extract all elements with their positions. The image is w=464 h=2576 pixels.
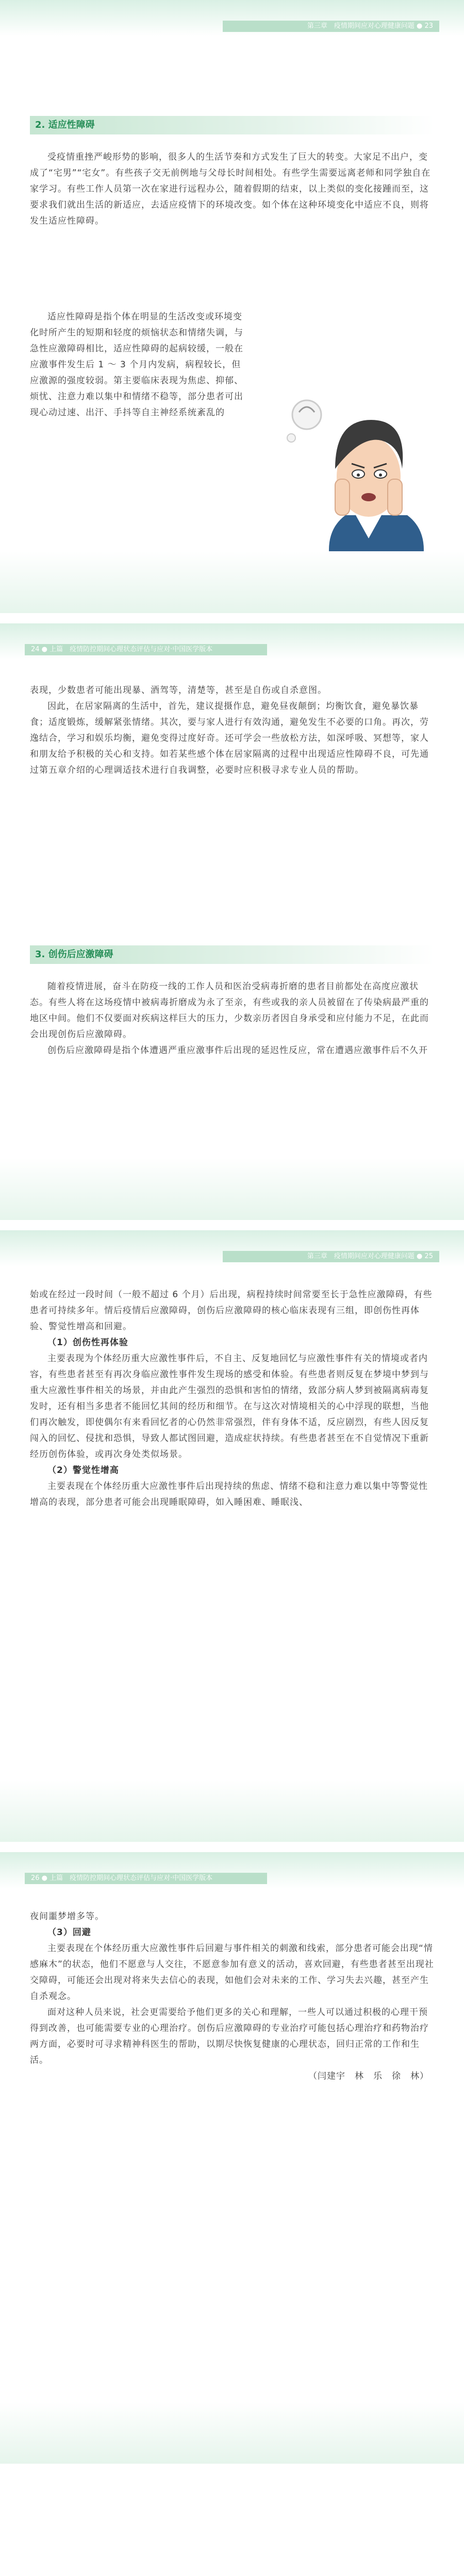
section-title: 3. 创伤后应激障碍	[30, 945, 434, 964]
paragraph: 受疫情重挫严峻形势的影响，很多人的生活节奏和方式发生了巨大的转变。大家足不出户，变成了“宅男”“宅女”。有些孩子交无前例地与父母长时间相处。有些学生需要远离老师和同学独自在家学习。有些工作人员第一次在家进行远程办公，随着假期的结束，以上类似的变化接踵而至，这要求我们就出生活的新适应，去适应疫情下的环境改变。如个体在这种环境变化中适应不良，则将发生适应性障碍。	[30, 152, 431, 226]
subheading: （2）警觉性增高	[47, 1465, 119, 1476]
page-2	[0, 623, 464, 1220]
paragraph: 表现，少数患者可能出现暴、酒驾等，清楚等，甚至是自伤或自杀意图。	[30, 685, 327, 696]
body-text	[30, 1287, 434, 1511]
page-5	[0, 2474, 464, 2576]
paragraph: 创伤后应激障碍是指个体遭遇严重应激事件后出现的延迟性反应，常在遭遇应激事件后不久开	[47, 1045, 428, 1056]
paragraph: 主要表现为个体经历重大应激性事件后，不自主、反复地回忆与应激性事件有关的情境或者内容，有些患者甚至有再次身临应激性事件发生现场的感受和体验。有些患者则反复在梦境中梦到与重大应激性事件相关的场景，并由此产生强烈的恐惧和害怕的情绪，致部分病人梦到被隔离病毒复发时，还有相当多患者不能回忆其间的经历和细节。在与这次对情境相关的心中浮现的联想，当他们再次触发，即使偶尔有来看回忆者的心仍然非常强烈，伴有身体不适，反应剧烈，有些人因反复闯入的回忆、侵扰和恐惧，导致人都试图回避，造成症状持续。有些患者甚至在不自觉情况下重新经历创伤体验，或再次身处类似场景。	[30, 1353, 429, 1460]
running-header: 第三章 疫情期间应对心理健康问题 ● 23	[223, 21, 439, 32]
author-signature: （闫建宇 林 乐 徐 林）	[308, 2071, 429, 2081]
paragraph: 夜间噩梦增多等。	[30, 1911, 104, 1922]
footer-band	[0, 2402, 464, 2464]
subheading: （3）回避	[47, 1927, 91, 1938]
paragraph: 适应性障碍是指个体在明显的生活改变或环境变化时所产生的短期和轻度的烦恼状态和情绪失调，与急性应激障碍相比，适应性障碍的起病较缓，一般在应激事件发生后 1 ～ 3 个月内发病，病程较长，但应激源的强度较弱。第主要临床表现为焦虑、抑郁、烦忧、注意力难以集中和情绪不稳等，部分患者可出现心动过速、出汗、手抖等自主神经系统紊乱的	[30, 312, 243, 418]
running-header: 24 ● 上篇 疫情防控期间心理状态评估与应对·中国医学版本	[25, 644, 267, 655]
footer-band	[0, 551, 464, 613]
page-1	[0, 0, 464, 613]
running-header: 26 ● 上篇 疫情防控期间心理状态评估与应对·中国医学版本	[25, 1873, 267, 1884]
paragraph: 面对这种人员来说，社会更需要给予他们更多的关心和理解，一些人可以通过积极的心理干预得到改善，也可能需要专业的心理治疗。创伤后应激障碍的专业治疗可能包括心理治疗和药物治疗两方面，必要时可寻求精神科医生的帮助，以期尽快恢复健康的心理状态，回归正常的工作和生活。	[30, 2007, 429, 2065]
body-text	[30, 309, 246, 421]
paragraph: 主要表现在个体经历重大应激性事件后回避与事件相关的刺激和线索，部分患者可能会出现“情感麻木”的状态，他们不愿意与人交往，不愿意参加有意义的活动，喜欢回避，有些患者甚至出现社交障碍，可能还会出现对将来失去信心的表现，如他们会对未来的工作、学习失去兴趣，甚至产生自杀观念。	[30, 1943, 434, 2002]
footer-band	[0, 1158, 464, 1220]
paragraph: 随着疫情进展，奋斗在防疫一线的工作人员和医治受病毒折磨的患者目前都处在高度应激状态。有些人将在这场疫情中被病毒折磨成为永了至亲，有些或我的亲人员被留在了传染病最严重的地区中间。他们不仅要面对疾病这样巨大的压力，少数亲历者因自身承受和应付能力不足，在此而会出现创伤后应激障碍。	[30, 981, 429, 1040]
body-text	[30, 1909, 434, 2084]
paragraph: 始或在经过一段时间（一般不超过 6 个月）后出现，病程持续时间常要至长于急性应激障碍，有些患者可持续多年。情后疫情后应激障碍，创伤后应激障碍的核心临床表现有三组，即创伤性再体验、警觉性增高和回避。	[30, 1290, 433, 1332]
paragraph: 主要表现在个体经历重大应激性事件后出现持续的焦虑、情绪不稳和注意力难以集中等警觉性增高的表现，部分患者可能会出现睡眠障碍，如入睡困难、睡眠浅、	[30, 1481, 428, 1507]
body-text	[30, 149, 434, 229]
body-text	[30, 979, 434, 1059]
body-text	[30, 683, 434, 778]
running-header: 第三章 疫情期间应对心理健康问题 ● 25	[223, 1251, 439, 1262]
paragraph: 因此，在居家隔离的生活中，首先，建议提摄作息，避免昼夜颠倒；均衡饮食，避免暴饮暴食；适度锻炼，缓解紧张情绪。其次，要与家人进行有效沟通，避免发生不必要的口角。再次，劳逸结合，学习和娱乐均衡，避免变得过度好奇。还可学会一些放松方法，如深呼吸、冥想等，家人和朋友给予积极的关心和支持。如若某些感个体在居家隔离的过程中出现适应性障碍不良，可先通过第五章介绍的心理调适技术进行自我调整，必要时应积极寻求专业人员的帮助。	[30, 701, 429, 775]
stressed-person-illustration	[258, 392, 433, 577]
page-3	[0, 1230, 464, 1842]
footer-band	[0, 1780, 464, 1842]
section-title: 2. 适应性障碍	[30, 116, 434, 134]
subheading: （1）创伤性再体验	[47, 1337, 128, 1348]
page-4	[0, 1852, 464, 2464]
